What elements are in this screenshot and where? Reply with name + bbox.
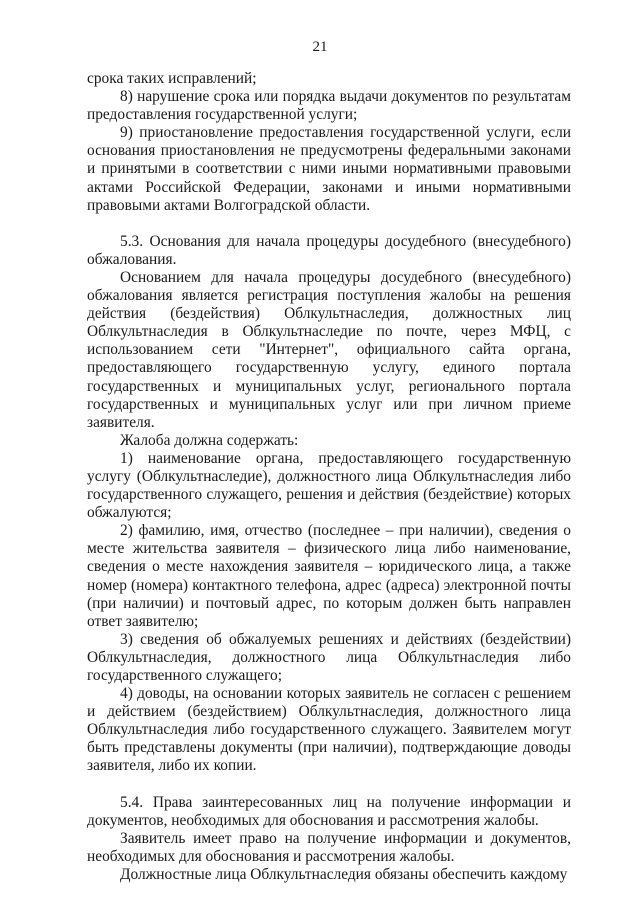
paragraph: 9) приостановление предоставления государственной услуги, если основания приостановления не предусмотрены федеральными законами и принятыми в соответствии с ними иными нормативными правовыми актами Российской Федерации, законами и иными нормативными правовыми актами Волгоградской области. <box>87 124 571 214</box>
paragraph-spacer <box>87 215 571 233</box>
document-body <box>87 70 571 884</box>
paragraph-spacer <box>87 776 571 794</box>
paragraph: 3) сведения об обжалуемых решениях и действиях (бездействии) Облкультнаследия, должностного лица Облкультнаследия либо государственного служащего; <box>87 630 571 684</box>
paragraph: 5.4. Права заинтересованных лиц на получение информации и документов, необходимых для обоснования и рассмотрения жалобы. <box>87 793 571 829</box>
paragraph: 1) наименование органа, предоставляющего государственную услугу (Облкультнаследие), должностного лица Облкультнаследия либо государственного служащего, решения и действия (бездействие) которых обжалуются; <box>87 449 571 522</box>
paragraph: 8) нарушение срока или порядка выдачи документов по результатам предоставления государственной услуги; <box>87 88 571 124</box>
paragraph: срока таких исправлений; <box>87 70 257 87</box>
paragraph: Основанием для начала процедуры досудебного (внесудебного) обжалования является регистрация поступления жалобы на решения действия (бездействия) Облкультнаследия, должностных лиц Облкультнаследия в Облкультнаследие по почте, через МФЦ, с использованием сети "Интернет", официального сайта органа, предоставляющего государственную услугу, единого портала государственных и муниципальных услуг, регионального портала государственных и муниципальных услуг или при личном приеме заявителя. <box>87 268 571 431</box>
paragraph: Жалоба должна содержать: <box>120 431 299 449</box>
paragraph: Заявитель имеет право на получение информации и документов, необходимых для обоснования и рассмотрения жалобы. <box>87 829 571 865</box>
paragraph: 2) фамилию, имя, отчество (последнее – при наличии), сведения о месте жительства заявителя – физического лица либо наименование, сведения о месте нахождения заявителя – юридического лица, а также номер (номера) контактного телефона, адрес (адреса) электронной почты (при наличии) и почтовый адрес, по которым должен быть направлен ответ заявителю; <box>87 522 571 630</box>
paragraph: 5.3. Основания для начала процедуры досудебного (внесудебного) обжалования. <box>87 232 571 268</box>
paragraph: Должностные лица Облкультнаследия обязаны обеспечить каждому <box>120 865 568 883</box>
page-number: 21 <box>312 39 328 55</box>
paragraph: 4) доводы, на основании которых заявитель не согласен с решением и действием (бездействием) Облкультнаследия, должностного лица Облкультнаследия либо государственного служащего. Заявителем могут быть представлены документы (при наличии), подтверждающие доводы заявителя, либо их копии. <box>87 685 571 775</box>
